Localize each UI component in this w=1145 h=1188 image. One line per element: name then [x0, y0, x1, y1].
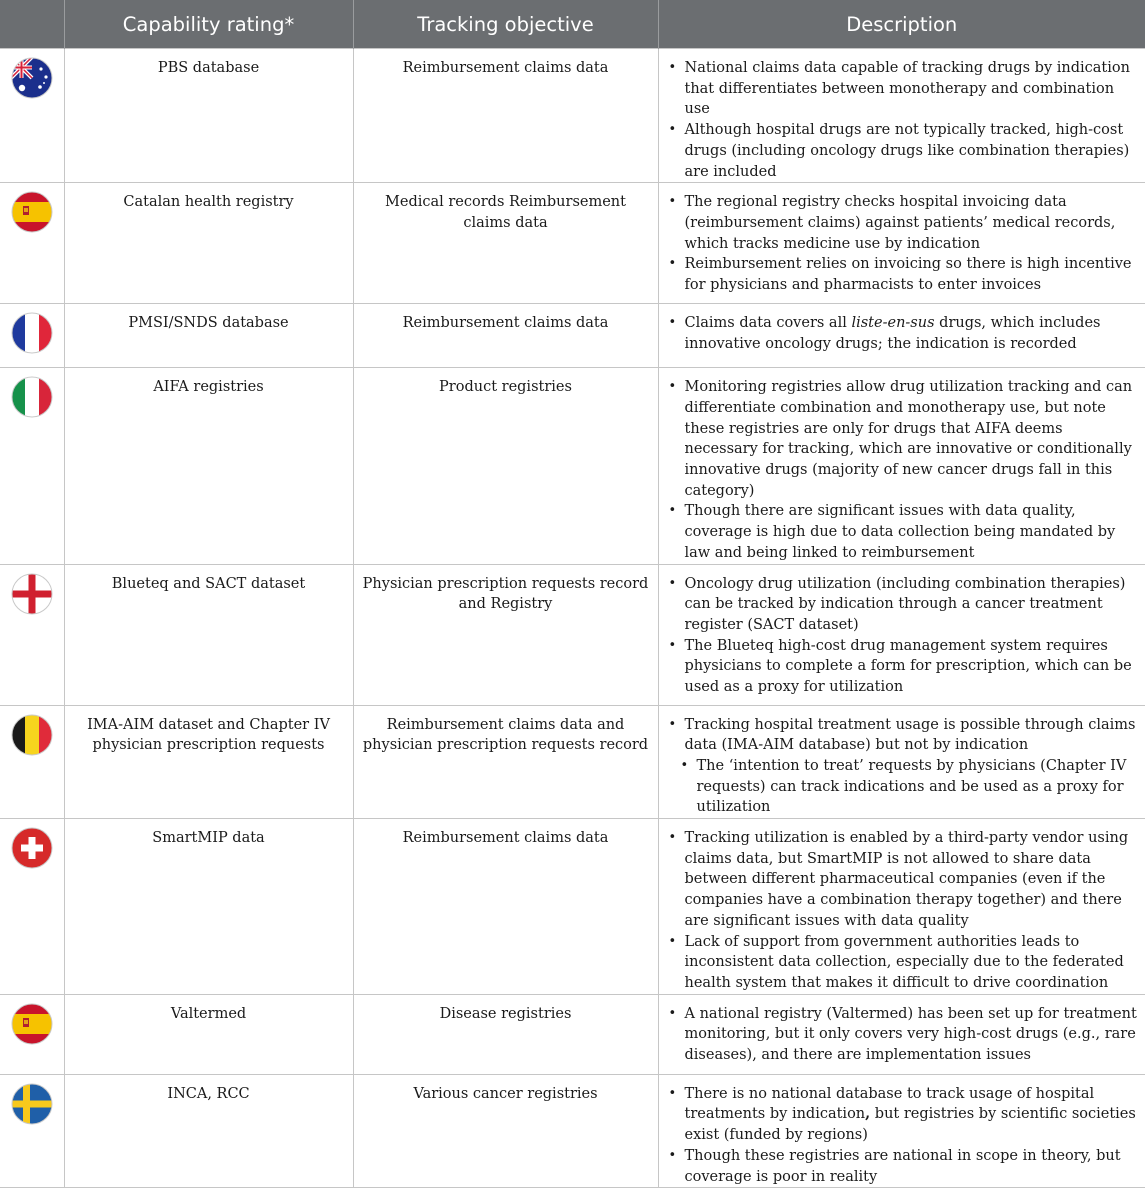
sweden-flag-icon	[11, 1083, 53, 1125]
flag-cell	[0, 183, 64, 304]
capability-cell: PMSI/SNDS database	[64, 304, 353, 368]
flag-cell	[0, 705, 64, 819]
header-tracking-objective: Tracking objective	[353, 0, 658, 49]
description-cell	[658, 994, 1145, 1074]
objective-cell: Reimbursement claims data	[353, 819, 658, 995]
header-description: Description	[658, 0, 1145, 49]
belgium-flag-icon	[11, 714, 53, 756]
description-bullet: • Claims data covers all liste-en-sus drugs, which includes innovative oncology drugs; the indication is recorded	[667, 313, 1140, 354]
spain-flag-icon	[11, 1003, 53, 1045]
table-row	[0, 1074, 1145, 1188]
description-cell	[658, 183, 1145, 304]
description-bullet: • Though these registries are national in scope in theory, but coverage is poor in reality	[667, 1146, 1140, 1187]
objective-cell: Disease registries	[353, 994, 658, 1074]
objective-cell: Various cancer registries	[353, 1074, 658, 1188]
capability-cell: INCA, RCC	[64, 1074, 353, 1188]
capability-cell: Catalan health registry	[64, 183, 353, 304]
objective-cell: Reimbursement claims data and physician prescription requests record	[353, 705, 658, 819]
italy-flag-icon	[11, 376, 53, 418]
spain-flag-icon	[11, 191, 53, 233]
table-row	[0, 564, 1145, 705]
flag-cell	[0, 1074, 64, 1188]
france-flag-icon	[11, 312, 53, 354]
description-bullet: • Though there are significant issues with data quality, coverage is high due to data collection being mandated by law and being linked to reimbursement	[667, 501, 1140, 563]
description-cell	[658, 564, 1145, 705]
objective-cell: Reimbursement claims data	[353, 49, 658, 183]
description-cell	[658, 1074, 1145, 1188]
table-row	[0, 49, 1145, 183]
header-capability-rating: Capability rating*	[64, 0, 353, 49]
capability-cell: IMA-AIM dataset and Chapter IV physician prescription requests	[64, 705, 353, 819]
description-cell	[658, 49, 1145, 183]
description-cell	[658, 368, 1145, 564]
table-row	[0, 183, 1145, 304]
objective-cell: Reimbursement claims data	[353, 304, 658, 368]
switzerland-flag-icon	[11, 827, 53, 869]
description-cell	[658, 705, 1145, 819]
description-bullet: • Tracking hospital treatment usage is possible through claims data (IMA-AIM database) but not by indication	[667, 715, 1140, 756]
description-bullet: • Monitoring registries allow drug utilization tracking and can differentiate combination and monotherapy use, but note these registries are only for drugs that AIFA deems necessary for tracking, which are innovative or conditionally innovative drugs (majority of new cancer drugs fall in this category)	[667, 377, 1140, 501]
objective-cell: Medical records Reimbursement claims data	[353, 183, 658, 304]
table-row	[0, 705, 1145, 819]
flag-cell	[0, 304, 64, 368]
flag-cell	[0, 564, 64, 705]
flag-cell	[0, 819, 64, 995]
flag-cell	[0, 368, 64, 564]
description-bullet: • Oncology drug utilization (including combination therapies) can be tracked by indication through a cancer treatment register (SACT dataset)	[667, 574, 1140, 636]
description-bullet: • A national registry (Valtermed) has been set up for treatment monitoring, but it only covers very high-cost drugs (e.g., rare diseases), and there are implementation issues	[667, 1004, 1140, 1066]
table-row	[0, 368, 1145, 564]
description-bullet: • There is no national database to track usage of hospital treatments by indication, but registries by scientific societies exist (funded by regions)	[667, 1084, 1140, 1146]
table-header-row	[0, 0, 1145, 49]
header-flag	[0, 0, 64, 49]
emphasis-text: liste-en-sus	[851, 315, 935, 332]
description-bullet: • Although hospital drugs are not typically tracked, high-cost drugs (including oncology drugs like combination therapies) are included	[667, 120, 1140, 182]
description-bullet: • The ‘intention to treat’ requests by physicians (Chapter IV requests) can track indications and be used as a proxy for utilization	[667, 756, 1140, 818]
table-row	[0, 994, 1145, 1074]
description-bullet: • Reimbursement relies on invoicing so there is high incentive for physicians and pharmacists to enter invoices	[667, 254, 1140, 295]
objective-cell: Physician prescription requests record and Registry	[353, 564, 658, 705]
description-cell	[658, 304, 1145, 368]
description-bullet: • Tracking utilization is enabled by a third-party vendor using claims data, but SmartMIP is not allowed to share data between different pharmaceutical companies (even if the companies have a combination therapy together) and there are significant issues with data quality	[667, 828, 1140, 932]
description-bullet: • The Blueteq high-cost drug management system requires physicians to complete a form for prescription, which can be used as a proxy for utilization	[667, 636, 1140, 698]
capability-cell: Blueteq and SACT dataset	[64, 564, 353, 705]
objective-cell: Product registries	[353, 368, 658, 564]
capability-cell: AIFA registries	[64, 368, 353, 564]
table-row	[0, 304, 1145, 368]
description-bullet: • Lack of support from government authorities leads to inconsistent data collection, especially due to the federated health system that makes it difficult to drive coordination	[667, 932, 1140, 994]
england-flag-icon	[11, 573, 53, 615]
description-cell	[658, 819, 1145, 995]
description-bullet: • National claims data capable of tracking drugs by indication that differentiates between monotherapy and combination use	[667, 58, 1140, 120]
capability-cell: PBS database	[64, 49, 353, 183]
flag-cell	[0, 49, 64, 183]
capability-cell: Valtermed	[64, 994, 353, 1074]
table-row	[0, 819, 1145, 995]
australia-flag-icon	[11, 57, 53, 99]
flag-cell	[0, 994, 64, 1074]
capability-cell: SmartMIP data	[64, 819, 353, 995]
description-bullet: • The regional registry checks hospital invoicing data (reimbursement claims) against patients’ medical records, which tracks medicine use by indication	[667, 192, 1140, 254]
